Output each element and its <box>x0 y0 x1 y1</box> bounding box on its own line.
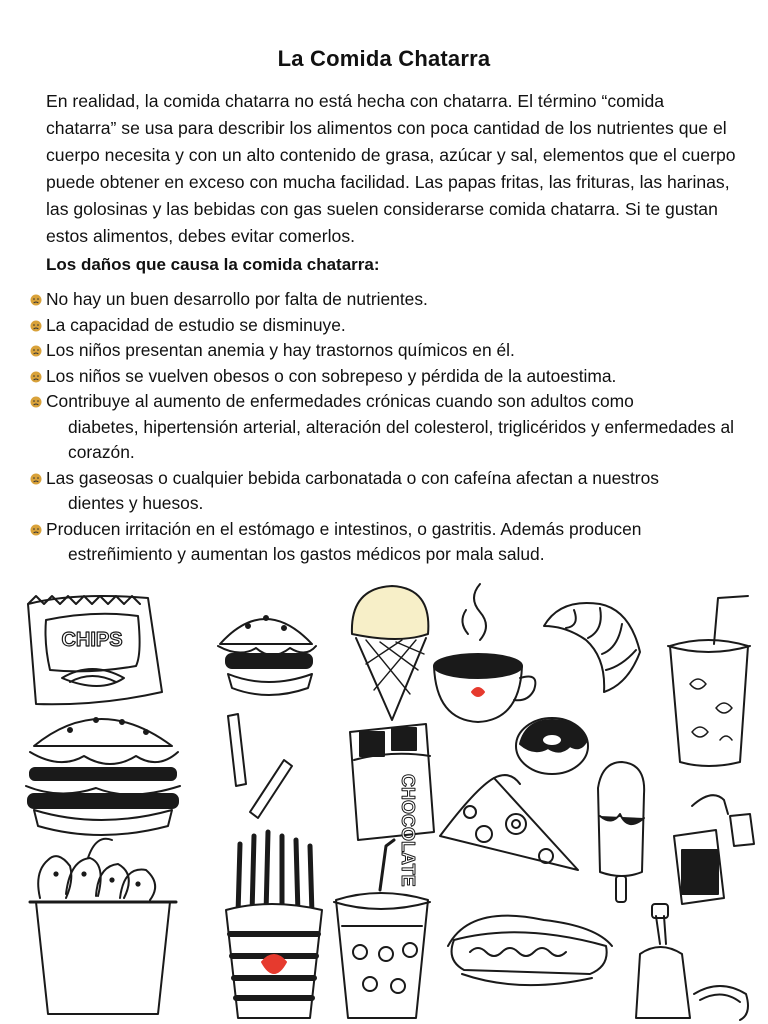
sad-face-icon <box>30 524 42 536</box>
chocolate-bar-icon <box>350 724 434 887</box>
list-item <box>30 313 750 339</box>
list-item-continuation: estreñimiento y aumentan los gastos médicos por mala salud. <box>68 544 545 564</box>
list-item <box>30 364 750 390</box>
sad-face-icon <box>30 371 42 383</box>
junk-food-illustrations <box>0 574 768 1024</box>
list-item-text: Contribuye al aumento de enfermedades crónicas cuando son adultos como <box>46 391 634 411</box>
chocolate-label: CHOCOLATE <box>398 774 418 887</box>
list-item <box>30 338 750 364</box>
hot-dog-icon <box>448 916 612 986</box>
list-item <box>30 466 750 517</box>
popsicle-icon <box>598 762 644 902</box>
list-item-text: Los niños se vuelven obesos o con sobrepeso y pérdida de la autoestima. <box>46 365 617 386</box>
chips-bag-icon <box>28 596 162 704</box>
sad-face-icon <box>30 320 42 332</box>
damage-list <box>30 287 750 568</box>
sad-face-icon <box>30 345 42 357</box>
list-item-continuation: diabetes, hipertensión arterial, alteración del colesterol, triglicéridos y enfermedades al corazón. <box>68 416 735 462</box>
list-item <box>30 517 750 568</box>
intro-paragraph: En realidad, la comida chatarra no está hecha con chatarra. El término “comida chatarra” se usa para describir los alimentos con poca cantidad de los nutrientes que el cuerpo necesita y con un alto contenido de grasa, azúcar y sal, elementos que el cuerpo puede obtener en exceso con mucha facilidad. Las papas fritas, las frituras, las harinas, las golosinas y las bebidas con gas suelen considerarse comida chatarra. Si te gustan estos alimentos, debes evitar comerlos. <box>46 91 736 246</box>
section-heading: Los daños que causa la comida chatarra: <box>46 255 380 274</box>
ketchup-bottle-icon <box>636 904 748 1020</box>
list-item-continuation: dientes y huesos. <box>68 493 204 513</box>
list-item-text: La capacidad de estudio se disminuye. <box>46 314 346 335</box>
list-item <box>30 389 750 466</box>
donut-icon <box>516 718 588 774</box>
list-item-text: Los niños presentan anemia y hay trastornos químicos en él. <box>46 340 515 360</box>
chicken-bucket-icon <box>30 839 176 1014</box>
list-item-text: No hay un buen desarrollo por falta de nutrientes. <box>46 289 428 309</box>
pizza-slice-icon <box>440 775 578 870</box>
list-item-text: Producen irritación en el estómago e intestinos, o gastritis. Además producen <box>46 518 642 539</box>
coffee-cup-icon <box>434 584 535 722</box>
sad-face-icon <box>30 473 42 485</box>
burger-icon <box>218 616 316 695</box>
fries-box-icon <box>226 832 322 1018</box>
list-item <box>30 287 750 313</box>
tea-bag-icon <box>674 795 754 904</box>
croissant-icon <box>544 603 640 692</box>
page-title: La Comida Chatarra <box>277 46 491 71</box>
ice-cream-icon <box>352 586 428 720</box>
sad-face-icon <box>30 294 42 306</box>
fries-sticks-icon <box>228 714 292 818</box>
sad-face-icon <box>30 396 42 408</box>
big-burger-icon <box>26 718 180 835</box>
chips-label: CHIPS <box>61 629 123 651</box>
drink-cup-icon <box>668 596 750 766</box>
list-item-text: Las gaseosas o cualquier bebida carbonatada o con cafeína afectan a nuestros <box>46 467 659 488</box>
